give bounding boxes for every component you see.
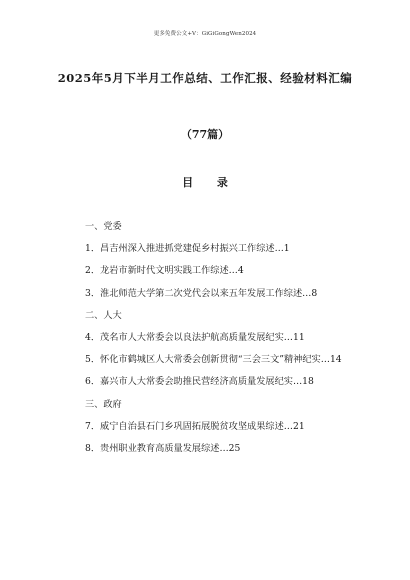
document-title: 2025年5月下半月工作总结、工作汇报、经验材料汇编 bbox=[57, 71, 353, 85]
toc-entry-page: …25 bbox=[219, 443, 241, 455]
toc-section-label: 三、政府 bbox=[85, 398, 122, 410]
toc-entry-page: …18 bbox=[292, 376, 314, 388]
toc-entry-text: 5．怀化市鹤城区人大常委会创新贯彻“三会三文”精神纪实 bbox=[85, 354, 321, 366]
toc-entry[interactable] bbox=[63, 260, 353, 282]
toc-entry-text: 6．嘉兴市人大常委会助推民营经济高质量发展纪实 bbox=[85, 376, 293, 388]
article-count: （77篇） bbox=[180, 128, 230, 141]
toc-entry-page: …11 bbox=[283, 332, 305, 344]
toc-entry[interactable] bbox=[63, 238, 353, 260]
toc-section-label: 一、党委 bbox=[85, 221, 122, 232]
toc-entry-text: 4．茂名市人大常委会以良法护航高质量发展纪实 bbox=[85, 332, 284, 344]
toc-section-label: 二、人大 bbox=[85, 309, 122, 321]
toc-entry-text: 7．威宁自治县石门乡巩固拓展脱贫攻坚成果综述 bbox=[85, 420, 284, 432]
table-of-contents bbox=[63, 216, 353, 460]
toc-entry-page: …1 bbox=[274, 243, 290, 255]
toc-heading: 目 录 bbox=[182, 176, 238, 189]
toc-entry[interactable] bbox=[63, 283, 353, 305]
toc-entry[interactable] bbox=[63, 349, 353, 371]
toc-entry-text: 1．昌吉州深入推进抓党建促乡村振兴工作综述 bbox=[85, 243, 275, 255]
toc-entry[interactable] bbox=[63, 416, 353, 438]
toc-entry-text: 8．贵州职业教育高质量发展综述 bbox=[85, 443, 220, 455]
toc-entry-page: …21 bbox=[283, 420, 305, 432]
toc-entry-text: 2．龙岩市新时代文明实践工作综述 bbox=[85, 265, 229, 277]
toc-entry-page: …4 bbox=[228, 265, 244, 277]
toc-entry-text: 3．淮北师范大学第二次党代会以来五年发展工作综述 bbox=[85, 287, 303, 299]
header-note: 更多免费公文+V：GiGiGongWen2024 bbox=[153, 31, 257, 37]
toc-entry-page: …8 bbox=[302, 287, 318, 299]
toc-entry[interactable] bbox=[63, 327, 353, 349]
toc-entry[interactable] bbox=[63, 438, 353, 460]
toc-entry[interactable] bbox=[63, 371, 353, 393]
toc-entry-page: …14 bbox=[320, 354, 342, 366]
